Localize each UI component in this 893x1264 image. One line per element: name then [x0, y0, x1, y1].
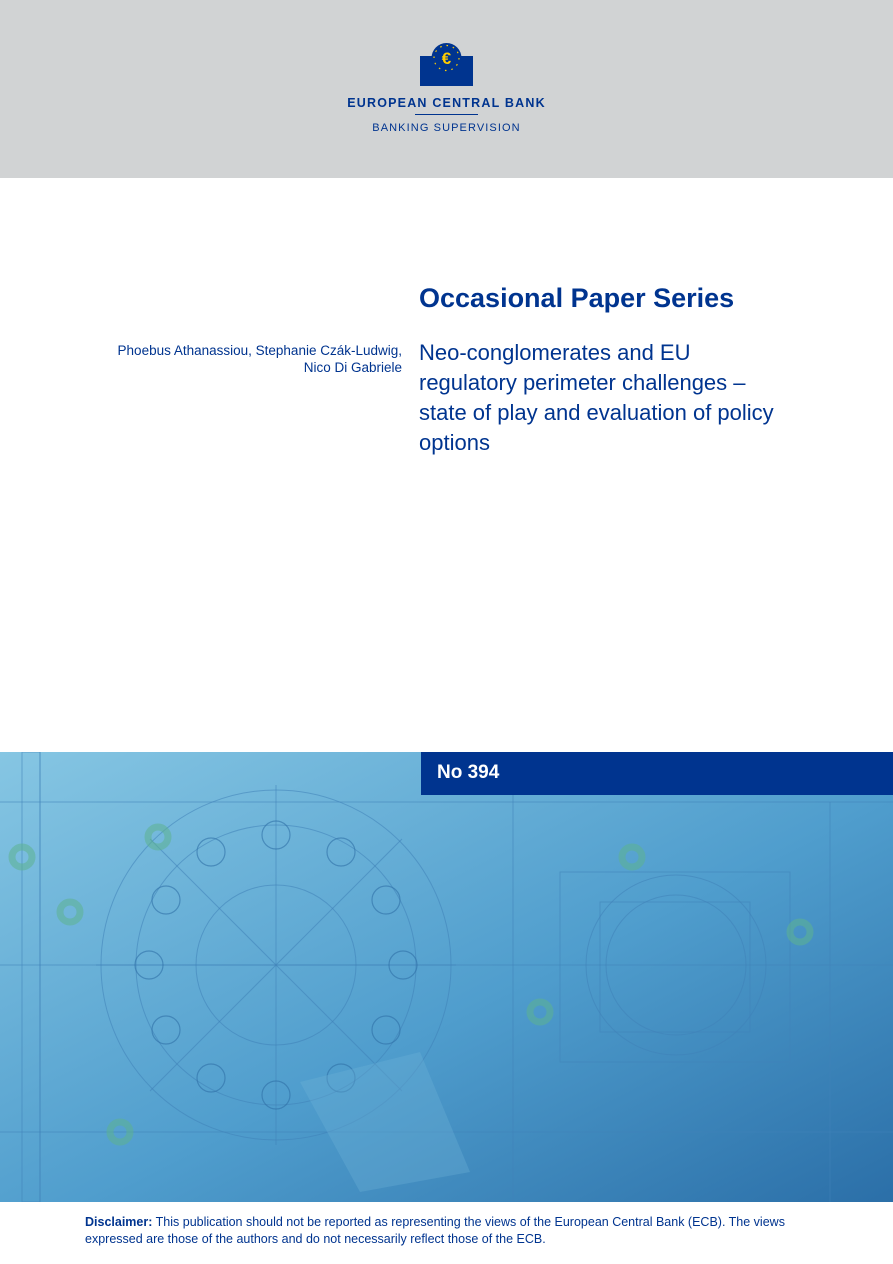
paper-title-line: state of play and evaluation of policy: [419, 400, 774, 425]
authors-line: Nico Di Gabriele: [303, 360, 402, 375]
euro-banknote-pattern-icon: [0, 752, 893, 1202]
paper-title-line: regulatory perimeter challenges –: [419, 370, 746, 395]
logo-divider: [415, 114, 478, 115]
disclaimer-text: This publication should not be reported as representing the views of the European Central Bank (ECB). The views expressed are those of the authors and do not necessarily reflect those of the ECB.: [85, 1215, 785, 1246]
authors: [72, 342, 402, 376]
disclaimer-label: Disclaimer:: [85, 1215, 153, 1229]
bank-name: EUROPEAN CENTRAL BANK: [347, 96, 546, 110]
paper-title-line: options: [419, 430, 490, 455]
disclaimer: [85, 1214, 785, 1248]
euro-stars-logo-icon: [420, 42, 473, 86]
series-title: Occasional Paper Series: [419, 283, 735, 313]
header-band: [0, 0, 893, 178]
paper-title: [419, 338, 839, 458]
paper-title-line: Neo-conglomerates and EU: [419, 340, 691, 365]
authors-line: Phoebus Athanassiou, Stephanie Czák-Ludwig,: [117, 343, 402, 358]
svg-text:€: €: [441, 49, 452, 68]
issue-number-band: [421, 752, 893, 795]
issue-number: No 394: [437, 762, 500, 783]
bank-subtitle: BANKING SUPERVISION: [372, 122, 521, 134]
